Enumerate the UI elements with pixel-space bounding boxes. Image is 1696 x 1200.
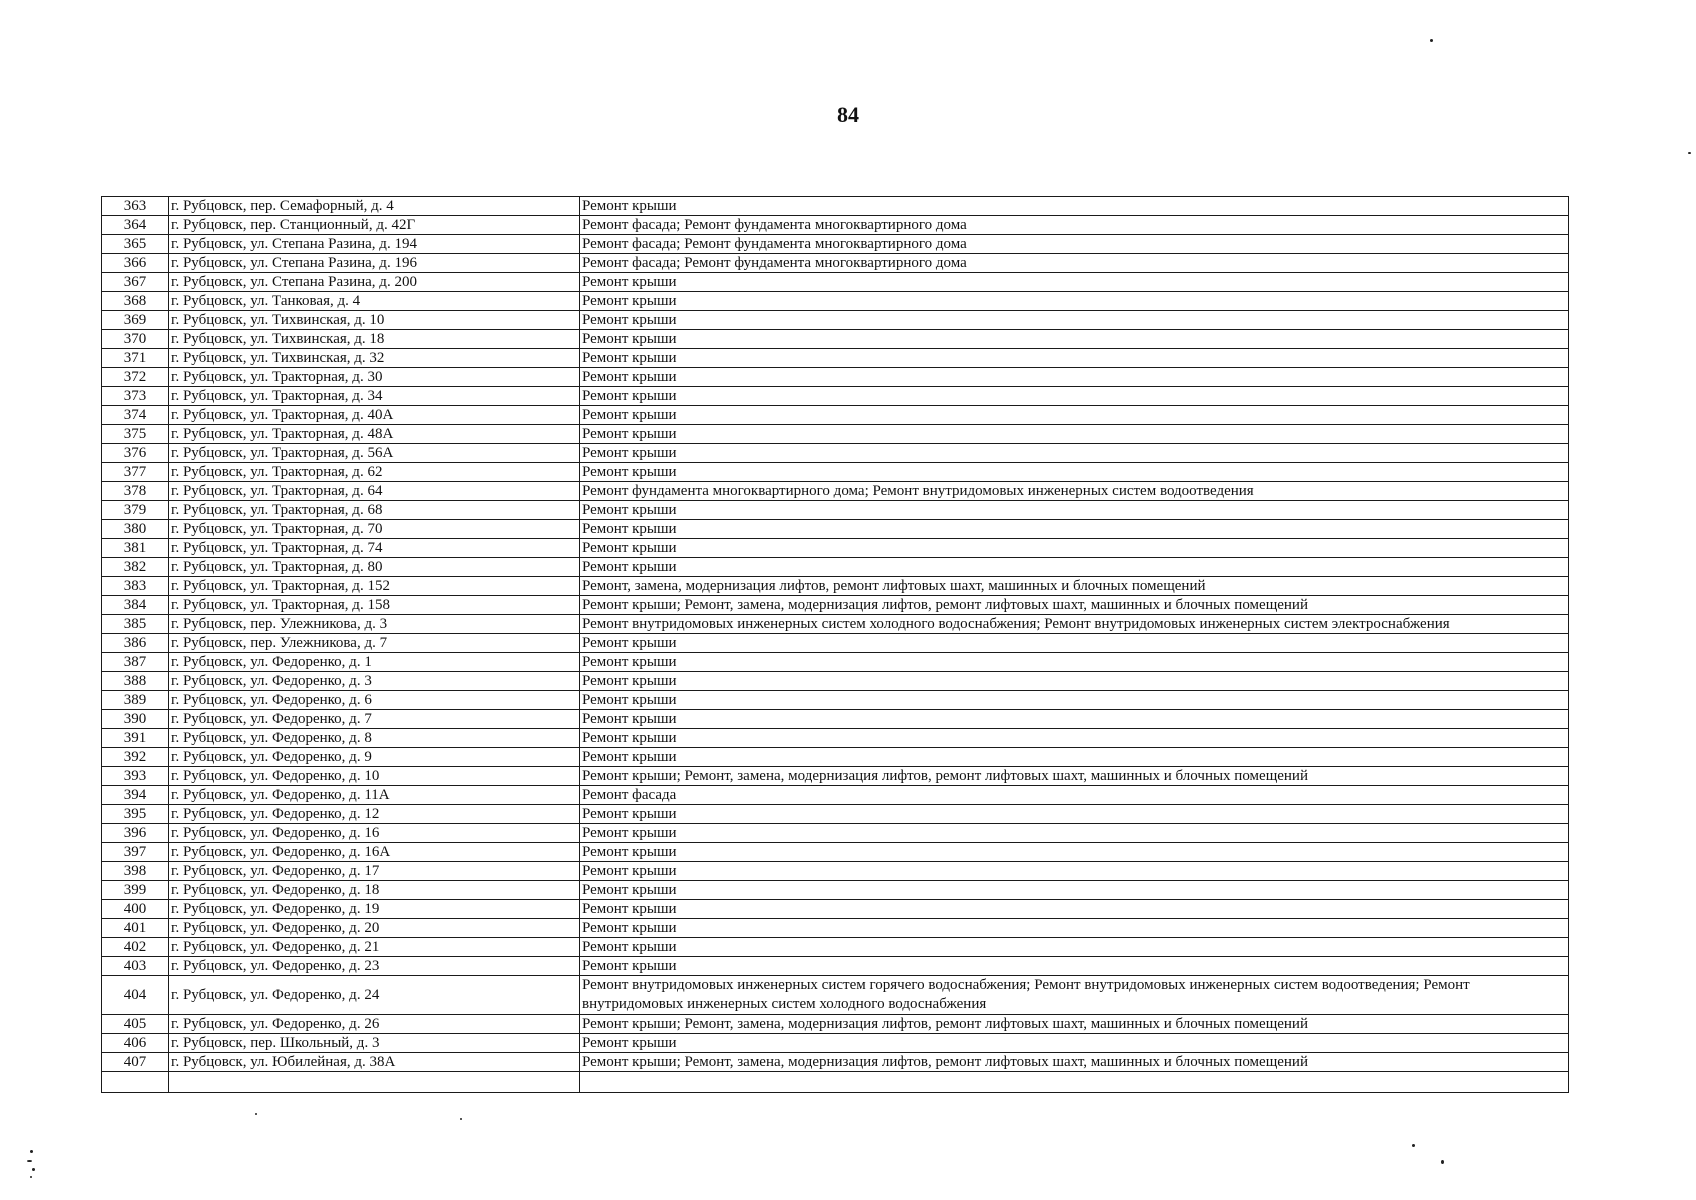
row-address: г. Рубцовск, ул. Федоренко, д. 1 — [169, 653, 580, 672]
table-row — [102, 387, 1569, 406]
row-number: 399 — [102, 881, 169, 900]
row-works: Ремонт крыши — [580, 501, 1569, 520]
empty-cell — [169, 1072, 580, 1093]
table-row — [102, 881, 1569, 900]
table-row-empty — [102, 1072, 1569, 1093]
row-works: Ремонт фасада; Ремонт фундамента многоквартирного дома — [580, 254, 1569, 273]
row-address: г. Рубцовск, ул. Тракторная, д. 70 — [169, 520, 580, 539]
row-address: г. Рубцовск, ул. Тракторная, д. 80 — [169, 558, 580, 577]
row-works: Ремонт крыши — [580, 729, 1569, 748]
row-address: г. Рубцовск, ул. Тракторная, д. 56А — [169, 444, 580, 463]
table-row — [102, 1053, 1569, 1072]
table-row — [102, 463, 1569, 482]
table-row — [102, 425, 1569, 444]
row-works: Ремонт крыши — [580, 539, 1569, 558]
row-address: г. Рубцовск, ул. Федоренко, д. 26 — [169, 1015, 580, 1034]
table-row — [102, 216, 1569, 235]
row-address: г. Рубцовск, пер. Семафорный, д. 4 — [169, 197, 580, 216]
empty-cell — [102, 1072, 169, 1093]
row-number: 375 — [102, 425, 169, 444]
row-address: г. Рубцовск, пер. Улежникова, д. 3 — [169, 615, 580, 634]
table-row — [102, 406, 1569, 425]
row-address: г. Рубцовск, ул. Федоренко, д. 24 — [169, 976, 580, 1015]
row-address: г. Рубцовск, ул. Федоренко, д. 8 — [169, 729, 580, 748]
row-works: Ремонт крыши — [580, 349, 1569, 368]
row-works: Ремонт крыши — [580, 292, 1569, 311]
table-row — [102, 938, 1569, 957]
row-number: 398 — [102, 862, 169, 881]
row-address: г. Рубцовск, ул. Тракторная, д. 64 — [169, 482, 580, 501]
table-row — [102, 843, 1569, 862]
row-number: 396 — [102, 824, 169, 843]
table-row — [102, 805, 1569, 824]
table-row — [102, 824, 1569, 843]
row-works: Ремонт крыши — [580, 691, 1569, 710]
row-number: 367 — [102, 273, 169, 292]
row-address: г. Рубцовск, ул. Тихвинская, д. 32 — [169, 349, 580, 368]
row-works: Ремонт внутридомовых инженерных систем горячего водоснабжения; Ремонт внутридомовых инженерных систем водоотведения; Ремонт внутридомовых инженерных систем холодного водоснабжения — [580, 976, 1569, 1015]
row-works: Ремонт крыши — [580, 520, 1569, 539]
row-works: Ремонт крыши — [580, 957, 1569, 976]
table-row — [102, 786, 1569, 805]
table-row — [102, 349, 1569, 368]
table-row — [102, 501, 1569, 520]
row-address: г. Рубцовск, ул. Федоренко, д. 17 — [169, 862, 580, 881]
row-number: 383 — [102, 577, 169, 596]
table-row — [102, 957, 1569, 976]
row-number: 385 — [102, 615, 169, 634]
row-number: 386 — [102, 634, 169, 653]
row-works: Ремонт крыши — [580, 748, 1569, 767]
row-number: 371 — [102, 349, 169, 368]
row-number: 378 — [102, 482, 169, 501]
row-address: г. Рубцовск, ул. Степана Разина, д. 194 — [169, 235, 580, 254]
table-row — [102, 710, 1569, 729]
row-address: г. Рубцовск, пер. Станционный, д. 42Г — [169, 216, 580, 235]
row-number: 369 — [102, 311, 169, 330]
table-row — [102, 976, 1569, 1015]
row-address: г. Рубцовск, ул. Федоренко, д. 12 — [169, 805, 580, 824]
row-number: 393 — [102, 767, 169, 786]
table-row — [102, 691, 1569, 710]
row-address: г. Рубцовск, ул. Федоренко, д. 6 — [169, 691, 580, 710]
row-works: Ремонт крыши — [580, 425, 1569, 444]
row-number: 370 — [102, 330, 169, 349]
row-number: 374 — [102, 406, 169, 425]
row-address: г. Рубцовск, ул. Степана Разина, д. 196 — [169, 254, 580, 273]
row-address: г. Рубцовск, пер. Улежникова, д. 7 — [169, 634, 580, 653]
row-works: Ремонт крыши — [580, 197, 1569, 216]
row-works: Ремонт крыши — [580, 406, 1569, 425]
row-works: Ремонт крыши — [580, 463, 1569, 482]
table-row — [102, 748, 1569, 767]
row-works: Ремонт крыши — [580, 843, 1569, 862]
table-row — [102, 729, 1569, 748]
table-row — [102, 197, 1569, 216]
table-row — [102, 482, 1569, 501]
row-works: Ремонт крыши — [580, 900, 1569, 919]
row-number: 390 — [102, 710, 169, 729]
row-number: 365 — [102, 235, 169, 254]
table-row — [102, 862, 1569, 881]
table-row — [102, 634, 1569, 653]
row-address: г. Рубцовск, ул. Тихвинская, д. 10 — [169, 311, 580, 330]
row-address: г. Рубцовск, ул. Федоренко, д. 21 — [169, 938, 580, 957]
table-row — [102, 330, 1569, 349]
row-address: г. Рубцовск, пер. Школьный, д. 3 — [169, 1034, 580, 1053]
row-address: г. Рубцовск, ул. Тракторная, д. 62 — [169, 463, 580, 482]
row-number: 407 — [102, 1053, 169, 1072]
table-row — [102, 254, 1569, 273]
page-number: 84 — [837, 102, 859, 127]
row-address: г. Рубцовск, ул. Юбилейная, д. 38А — [169, 1053, 580, 1072]
empty-cell — [580, 1072, 1569, 1093]
row-address: г. Рубцовск, ул. Федоренко, д. 16 — [169, 824, 580, 843]
row-works: Ремонт крыши — [580, 710, 1569, 729]
row-address: г. Рубцовск, ул. Федоренко, д. 3 — [169, 672, 580, 691]
row-works: Ремонт крыши — [580, 805, 1569, 824]
row-works: Ремонт крыши; Ремонт, замена, модернизация лифтов, ремонт лифтовых шахт, машинных и блочных помещений — [580, 596, 1569, 615]
row-number: 391 — [102, 729, 169, 748]
table-row — [102, 539, 1569, 558]
row-number: 404 — [102, 976, 169, 1015]
row-works: Ремонт крыши — [580, 1034, 1569, 1053]
row-number: 368 — [102, 292, 169, 311]
row-number: 397 — [102, 843, 169, 862]
row-works: Ремонт фасада — [580, 786, 1569, 805]
table-row — [102, 368, 1569, 387]
row-address: г. Рубцовск, ул. Тракторная, д. 158 — [169, 596, 580, 615]
row-number: 394 — [102, 786, 169, 805]
table-row — [102, 596, 1569, 615]
registry-table — [101, 196, 1569, 1093]
row-works: Ремонт, замена, модернизация лифтов, ремонт лифтовых шахт, машинных и блочных помещений — [580, 577, 1569, 596]
row-number: 389 — [102, 691, 169, 710]
table-row — [102, 558, 1569, 577]
row-works: Ремонт крыши — [580, 330, 1569, 349]
row-works: Ремонт крыши — [580, 444, 1569, 463]
row-works: Ремонт фундамента многоквартирного дома; Ремонт внутридомовых инженерных систем водоотведения — [580, 482, 1569, 501]
row-address: г. Рубцовск, ул. Федоренко, д. 19 — [169, 900, 580, 919]
row-address: г. Рубцовск, ул. Тракторная, д. 48А — [169, 425, 580, 444]
row-address: г. Рубцовск, ул. Тракторная, д. 74 — [169, 539, 580, 558]
row-address: г. Рубцовск, ул. Федоренко, д. 18 — [169, 881, 580, 900]
row-number: 405 — [102, 1015, 169, 1034]
row-address: г. Рубцовск, ул. Федоренко, д. 20 — [169, 919, 580, 938]
registry-table-body — [102, 197, 1569, 1093]
table-row — [102, 235, 1569, 254]
row-address: г. Рубцовск, ул. Танковая, д. 4 — [169, 292, 580, 311]
row-works: Ремонт крыши — [580, 273, 1569, 292]
row-works: Ремонт крыши — [580, 634, 1569, 653]
row-works: Ремонт фасада; Ремонт фундамента многоквартирного дома — [580, 216, 1569, 235]
table-row — [102, 1034, 1569, 1053]
table-row — [102, 767, 1569, 786]
row-works: Ремонт крыши — [580, 368, 1569, 387]
table-row — [102, 520, 1569, 539]
row-works: Ремонт крыши — [580, 672, 1569, 691]
row-address: г. Рубцовск, ул. Федоренко, д. 7 — [169, 710, 580, 729]
row-works: Ремонт крыши — [580, 881, 1569, 900]
row-number: 403 — [102, 957, 169, 976]
table-row — [102, 273, 1569, 292]
row-number: 381 — [102, 539, 169, 558]
row-number: 376 — [102, 444, 169, 463]
row-address: г. Рубцовск, ул. Федоренко, д. 9 — [169, 748, 580, 767]
row-number: 388 — [102, 672, 169, 691]
table-row — [102, 311, 1569, 330]
row-address: г. Рубцовск, ул. Тракторная, д. 40А — [169, 406, 580, 425]
table-row — [102, 577, 1569, 596]
table-row — [102, 615, 1569, 634]
table-row — [102, 900, 1569, 919]
table-row — [102, 292, 1569, 311]
row-number: 401 — [102, 919, 169, 938]
row-number: 379 — [102, 501, 169, 520]
row-works: Ремонт крыши; Ремонт, замена, модернизация лифтов, ремонт лифтовых шахт, машинных и блочных помещений — [580, 1015, 1569, 1034]
row-number: 373 — [102, 387, 169, 406]
row-number: 380 — [102, 520, 169, 539]
row-address: г. Рубцовск, ул. Степана Разина, д. 200 — [169, 273, 580, 292]
row-number: 402 — [102, 938, 169, 957]
row-address: г. Рубцовск, ул. Федоренко, д. 23 — [169, 957, 580, 976]
row-works: Ремонт крыши — [580, 387, 1569, 406]
row-works: Ремонт крыши — [580, 862, 1569, 881]
row-works: Ремонт внутридомовых инженерных систем холодного водоснабжения; Ремонт внутридомовых инженерных систем электроснабжения — [580, 615, 1569, 634]
row-number: 382 — [102, 558, 169, 577]
row-works: Ремонт крыши — [580, 311, 1569, 330]
row-address: г. Рубцовск, ул. Тракторная, д. 30 — [169, 368, 580, 387]
row-address: г. Рубцовск, ул. Тракторная, д. 152 — [169, 577, 580, 596]
row-works: Ремонт крыши — [580, 653, 1569, 672]
row-number: 364 — [102, 216, 169, 235]
row-works: Ремонт крыши — [580, 919, 1569, 938]
row-number: 387 — [102, 653, 169, 672]
row-address: г. Рубцовск, ул. Тракторная, д. 34 — [169, 387, 580, 406]
row-address: г. Рубцовск, ул. Федоренко, д. 16А — [169, 843, 580, 862]
table-row — [102, 919, 1569, 938]
row-works: Ремонт крыши; Ремонт, замена, модернизация лифтов, ремонт лифтовых шахт, машинных и блочных помещений — [580, 1053, 1569, 1072]
row-address: г. Рубцовск, ул. Тракторная, д. 68 — [169, 501, 580, 520]
row-number: 406 — [102, 1034, 169, 1053]
row-works: Ремонт фасада; Ремонт фундамента многоквартирного дома — [580, 235, 1569, 254]
row-number: 372 — [102, 368, 169, 387]
row-number: 392 — [102, 748, 169, 767]
row-works: Ремонт крыши — [580, 938, 1569, 957]
row-address: г. Рубцовск, ул. Федоренко, д. 11А — [169, 786, 580, 805]
row-address: г. Рубцовск, ул. Тихвинская, д. 18 — [169, 330, 580, 349]
row-number: 395 — [102, 805, 169, 824]
row-number: 384 — [102, 596, 169, 615]
table-row — [102, 1015, 1569, 1034]
table-row — [102, 653, 1569, 672]
registry-table-wrapper — [101, 196, 1569, 1093]
row-works: Ремонт крыши; Ремонт, замена, модернизация лифтов, ремонт лифтовых шахт, машинных и блочных помещений — [580, 767, 1569, 786]
row-number: 363 — [102, 197, 169, 216]
table-row — [102, 672, 1569, 691]
row-number: 377 — [102, 463, 169, 482]
row-number: 400 — [102, 900, 169, 919]
row-works: Ремонт крыши — [580, 558, 1569, 577]
row-works: Ремонт крыши — [580, 824, 1569, 843]
table-row — [102, 444, 1569, 463]
row-number: 366 — [102, 254, 169, 273]
row-address: г. Рубцовск, ул. Федоренко, д. 10 — [169, 767, 580, 786]
